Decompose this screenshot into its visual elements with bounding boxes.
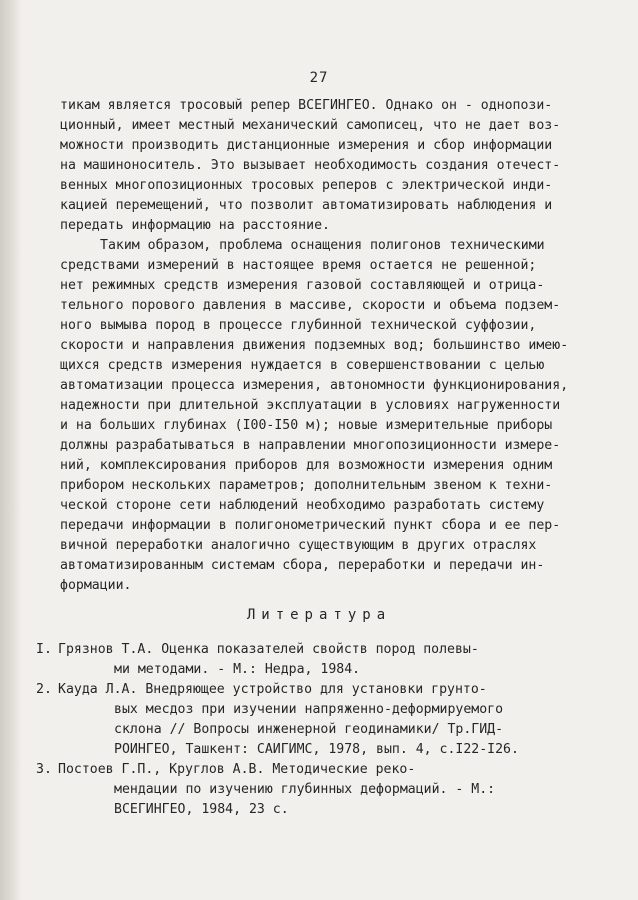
reference-item-2: [36, 680, 626, 760]
reference-text: ми методами. - М.: Недра, 1984.: [114, 662, 361, 677]
references-heading: Литература: [246, 607, 392, 623]
page-number: 27: [309, 70, 329, 86]
text-line: Таким образом, проблема оснащения полигонов техническими: [100, 238, 545, 253]
text-line: щихся средств измерения нуждается в совершенствовании с целью: [60, 358, 545, 373]
text-line: вичной переработки аналогично существующим в других отраслях: [60, 538, 537, 553]
text-line: тикам является тросовый репер ВСЕГИНГЕО. Однако он - однопози-: [60, 98, 553, 113]
text-line: должны разрабатываться в направлении многопозиционности измере-: [60, 438, 561, 453]
reference-item-3: [36, 760, 626, 820]
reference-text: ВСЕГИНГЕО, 1984, 23 с.: [114, 802, 289, 817]
text-line: венных многопозиционных тросовых реперов с электрической инди-: [60, 178, 553, 193]
reference-text: вых месдоз при изучении напряженно-деформируемого: [114, 702, 504, 717]
text-line: кацией перемещений, что позволит автоматизировать наблюдения и: [60, 198, 553, 213]
text-line: скорости и направления движения подземных вод; большинство имею-: [60, 338, 569, 353]
text-line: можности производить дистанционные измерения и сбор информации: [60, 138, 553, 153]
reference-number: 3.: [36, 762, 52, 777]
text-line: ционный, имеет местный механический самописец, что не дает воз-: [60, 118, 561, 133]
paragraph-2: [60, 236, 620, 596]
reference-text: Постоев Г.П., Круглов А.В. Методические реко-: [58, 762, 416, 777]
text-line: прибором нескольких параметров; дополнительным звеном к техни-: [60, 478, 553, 493]
text-line: на машиноноситель. Это вызывает необходимость создания отечест-: [60, 158, 561, 173]
reference-text: Грязнов Т.А. Оценка показателей свойств пород полевы-: [58, 642, 479, 657]
reference-item-1: [36, 640, 626, 680]
text-line: средствами измерений в настоящее время остается не решенной;: [60, 258, 537, 273]
reference-text: мендации по изучению глубинных деформаций. - М.:: [114, 782, 496, 797]
body-text: [60, 96, 620, 596]
reference-text: РОИНГЕО, Ташкент: САИГИМС, 1978, вып. 4, с.I22-I26.: [114, 742, 519, 757]
reference-text: Кауда Л.А. Внедряющее устройство для установки грунто-: [58, 682, 487, 697]
text-line: и на больших глубинах (I00-I50 м); новые измерительные приборы: [60, 418, 553, 433]
reference-text: склона // Вопросы инженерной геодинамики/ Тр.ГИД-: [114, 722, 504, 737]
references-list: [36, 640, 626, 820]
text-line: ческой стороне сети наблюдений необходимо разработать систему: [60, 498, 545, 513]
binding-shadow: [0, 0, 22, 900]
text-line: автоматизированным системам сбора, переработки и передачи ин-: [60, 558, 545, 573]
text-line: нет режимных средств измерения газовой составляющей и отрица-: [60, 278, 545, 293]
text-line: формации.: [60, 578, 132, 593]
reference-number: I.: [36, 642, 52, 657]
text-line: передачи информации в полигонометрический пункт сбора и ее пер-: [60, 518, 561, 533]
reference-number: 2.: [36, 682, 52, 697]
text-line: ного вымыва пород в процессе глубинной технической суффозии,: [60, 318, 537, 333]
text-line: автоматизации процесса измерения, автономности функционирования,: [60, 378, 569, 393]
paragraph-1: [60, 96, 620, 236]
text-line: тельного порового давления в массиве, скорости и объема подзем-: [60, 298, 561, 313]
text-line: передать информацию на расстояние.: [60, 218, 330, 233]
text-line: надежности при длительной эксплуатации в условиях нагруженности: [60, 398, 561, 413]
text-line: ний, комплексирования приборов для возможности измерения одним: [60, 458, 553, 473]
